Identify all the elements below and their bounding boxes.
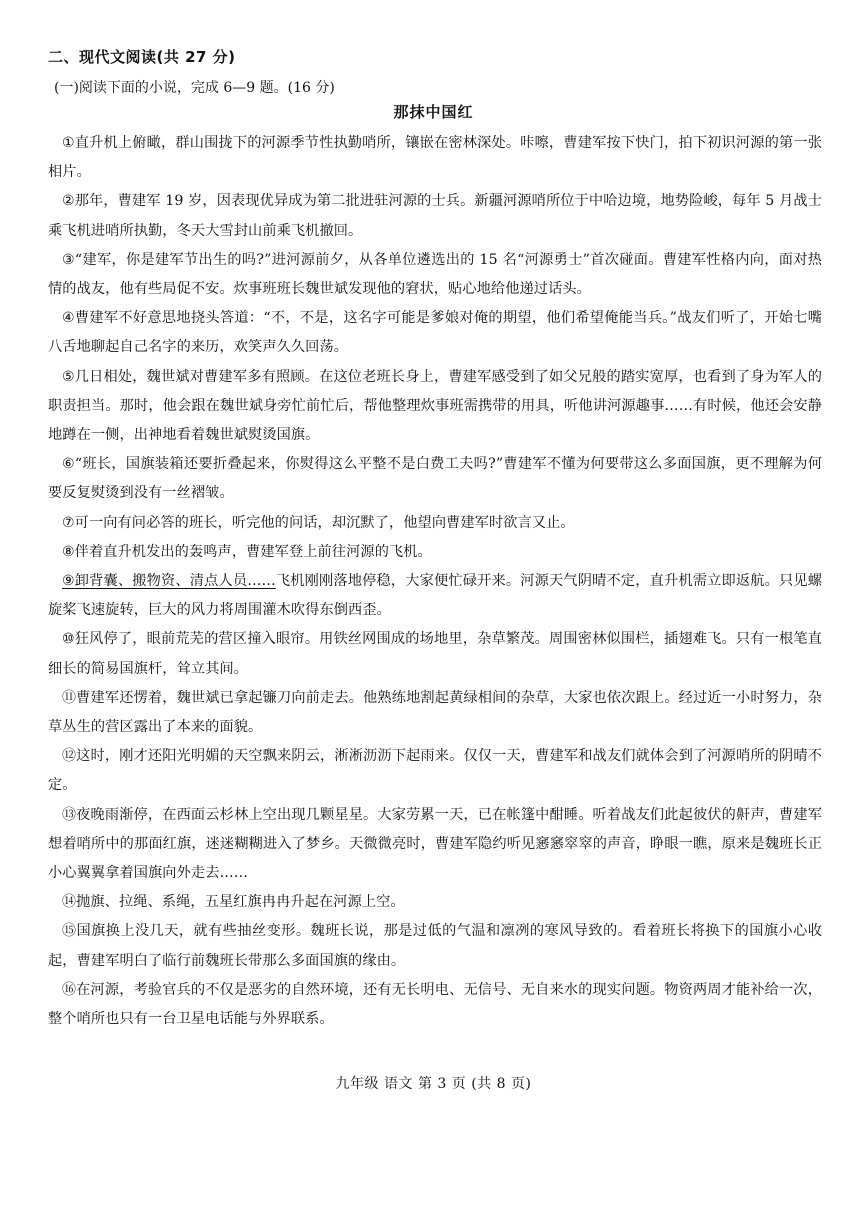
paragraph-text: 在河源，考验官兵的不仅是恶劣的自然环境，还有无长明电、无信号、无自来水的现实问题。物资两周才能补给一次，整个哨所也只有一台卫星电话能与外界联系。 — [48, 981, 822, 1028]
paragraph-text: 抛旗、拉绳、系绳，五星红旗冉冉升起在河源上空。 — [76, 894, 405, 911]
paragraph-2 — [48, 187, 822, 245]
paragraph-number: ⑭ — [62, 894, 77, 911]
story-title: 那抹中国红 — [393, 103, 474, 121]
paragraph-text: 飞机刚刚落地停稳，大家便忙碌开来。河源天气阴晴不定，直升机需立即返航。只见螺旋桨飞速旋转，巨大的风力将周围灌木吹得东倒西歪。 — [48, 573, 823, 619]
paragraph-text: 伴着直升机发出的轰鸣声，曹建军登上前往河源的飞机。 — [74, 543, 432, 560]
paragraph-text: 国旗换上没几天，就有些抽丝变形。魏班长说，那是过低的气温和凛冽的寒风导致的。看着班长将换下的国旗小心收起，曹建军明白了临行前魏班长带那么多面国旗的缘由。 — [48, 923, 823, 969]
paragraph-15 — [48, 917, 822, 975]
paragraph-number: ⑩ — [62, 631, 75, 648]
paragraph-number: ⑨ — [62, 573, 75, 590]
section-title: 二、现代文阅读(共 27 分) — [48, 48, 236, 66]
paragraph-10 — [48, 625, 822, 683]
paragraph-number: ⑧ — [62, 543, 75, 560]
paragraph-14 — [48, 888, 822, 917]
paragraph-number: ⑫ — [62, 748, 77, 765]
paragraph-3 — [48, 246, 822, 304]
paragraph-number: ② — [62, 193, 75, 210]
paragraph-text: 那年，曹建军 19 岁，因表现优异成为第二批进驻河源的士兵。新疆河源哨所位于中哈边境，地势险峻，每年 5 月战士乘飞机进哨所执勤，冬天大雪封山前乘飞机撤回。 — [48, 193, 822, 239]
paragraph-number: ③ — [62, 251, 75, 268]
paragraph-number: ⑥ — [62, 456, 75, 473]
paragraph-8 — [48, 538, 822, 567]
paragraph-text: 几日相处，魏世斌对曹建军多有照顾。在这位老班长身上，曹建军感受到了如父兄般的踏实宽厚，也看到了身为军人的职责担当。那时，他会跟在魏世斌身旁忙前忙后，帮他整理炊事班需携带的用具，听他讲河源趣事……有时候，他还会安静地蹲在一侧，出神地看着魏世斌熨烫国旗。 — [48, 368, 822, 444]
paragraph-text: 这时，刚才还阳光明媚的天空飘来阴云，淅淅沥沥下起雨来。仅仅一天，曹建军和战友们就体会到了河源哨所的阴晴不定。 — [48, 748, 822, 794]
paragraph-text: 夜晚雨渐停，在西面云杉林上空出现几颗星星。大家劳累一天，已在帐篷中酣睡。听着战友们此起彼伏的鼾声，曹建军想着哨所中的那面红旗，迷迷糊糊进入了梦乡。天微微亮时，曹建军隐约听见窸窸窣窣的声音，睁眼一瞧，原来是魏班长正小心翼翼拿着国旗向外走去…… — [48, 806, 822, 882]
paragraph-number: ⑮ — [62, 923, 77, 940]
paragraph-number: ⑯ — [62, 981, 77, 998]
underlined-sentence: 卸背囊、搬物资、清点人员…… — [74, 573, 276, 590]
paragraph-1 — [48, 129, 822, 187]
paragraph-13 — [48, 801, 822, 889]
paragraph-11 — [48, 684, 822, 742]
paragraph-5 — [48, 363, 822, 451]
paragraph-6 — [48, 450, 822, 508]
paragraph-text: “班长，国旗装箱还要折叠起来，你熨得这么平整不是白费工夫吗?”曹建军不懂为何要带这么多面国旗，更不理解为何要反复熨烫到没有一丝褶皱。 — [48, 456, 822, 502]
paragraph-9 — [48, 567, 822, 625]
paragraph-number: ⑤ — [62, 368, 75, 385]
paragraph-text: 曹建军不好意思地挠头答道：“不，不是，这名字可能是爹娘对俺的期望，他们希望俺能当兵。”战友们听了，开始七嘴八舌地聊起自己名字的来历，欢笑声久久回荡。 — [48, 310, 823, 356]
paragraph-number: ① — [62, 135, 75, 151]
paragraph-number: ⑪ — [62, 689, 77, 706]
paragraph-text: 可一向有问必答的班长，听完他的问话，却沉默了，他望向曹建军时欲言又止。 — [74, 514, 575, 531]
paragraph-text: 曹建军还愣着，魏世斌已拿起镰刀向前走去。他熟练地割起黄绿相间的杂草，大家也依次跟上。经过近一小时努力，杂草丛生的营区露出了本来的面貌。 — [48, 689, 822, 736]
paragraph-number: ④ — [62, 310, 75, 327]
paragraph-text: 直升机上俯瞰，群山围拢下的河源季节性执勤哨所，镶嵌在密林深处。咔嚓，曹建军按下快门，拍下初识河源的第一张相片。 — [48, 135, 822, 181]
paragraph-7 — [48, 509, 822, 538]
paragraph-16 — [48, 976, 822, 1034]
question-instruction: (一)阅读下面的小说，完成 6—9 题。(16 分) — [54, 80, 335, 96]
paragraph-12 — [48, 742, 822, 800]
paragraph-number: ⑬ — [62, 806, 77, 823]
paragraph-number: ⑦ — [62, 514, 75, 531]
paragraph-text: 狂风停了，眼前荒芜的营区撞入眼帘。用铁丝网围成的场地里，杂草繁茂。周围密林似围栏，插翅难飞。只有一根笔直细长的简易国旗杆，耸立其间。 — [48, 631, 822, 677]
story-body — [48, 129, 822, 1034]
page-footer: 九年级 语文 第 3 页 (共 8 页) — [335, 1076, 532, 1092]
paragraph-4 — [48, 304, 822, 362]
paragraph-text: “建军，你是建军节出生的吗?”进河源前夕，从各单位遴选出的 15 名“河源勇士”首次碰面。曹建军性格内向，面对热情的战友，他有些局促不安。炊事班班长魏世斌发现他的窘状，贴心地给他递过话头。 — [48, 251, 823, 298]
